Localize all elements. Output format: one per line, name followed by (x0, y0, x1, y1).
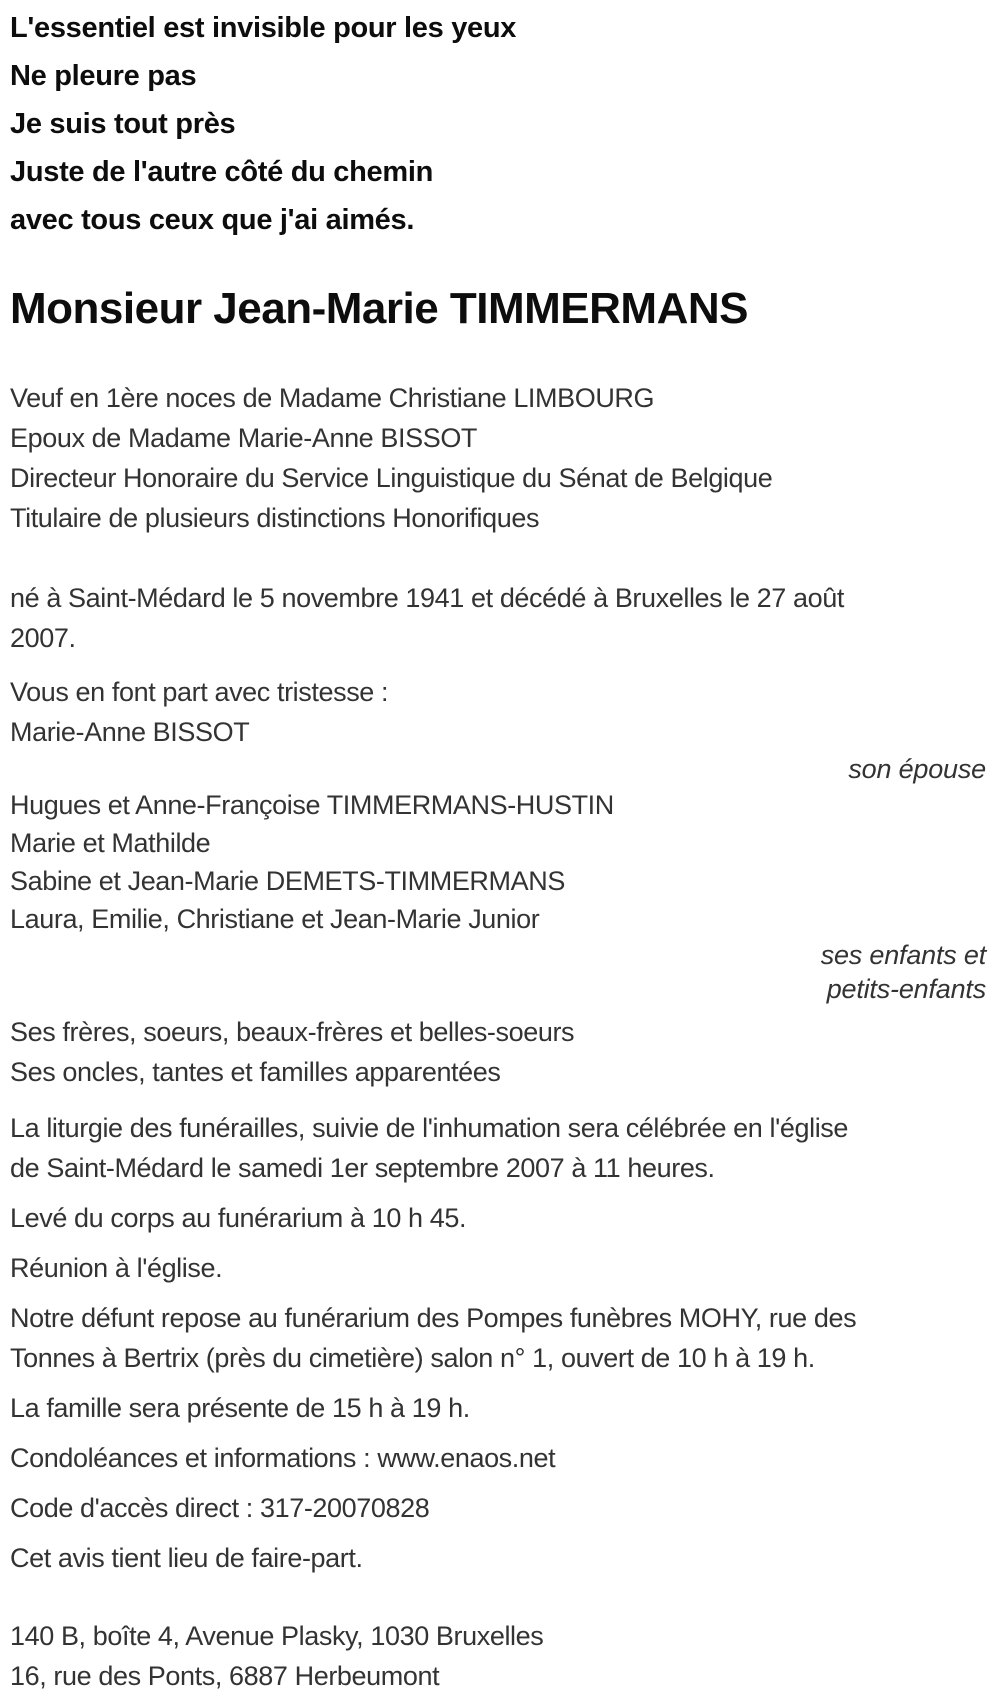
repose-line: Notre défunt repose au funérarium des Pompes funèbres MOHY, rue des (10, 1303, 857, 1333)
family-member-line: Hugues et Anne-Françoise TIMMERMANS-HUSTIN (10, 790, 614, 820)
children-list (10, 786, 988, 938)
spouse-name: Marie-Anne BISSOT (10, 717, 250, 747)
deceased-roles (10, 378, 988, 538)
epigraph-line: Ne pleure pas (10, 60, 197, 92)
family-member-line: Laura, Emilie, Christiane et Jean-Marie Junior (10, 904, 540, 934)
family-presence-line: La famille sera présente de 15 h à 19 h. (10, 1393, 470, 1423)
liturgy-line: La liturgie des funérailles, suivie de l'inhumation sera célébrée en l'église (10, 1113, 849, 1143)
condolences-line: Condoléances et informations : www.enaos.net (10, 1443, 556, 1473)
epigraph-line: Je suis tout près (10, 108, 236, 140)
address-line: 140 B, boîte 4, Avenue Plasky, 1030 Bruxelles (10, 1621, 544, 1651)
ceremony-section (10, 1108, 988, 1578)
role-line: Titulaire de plusieurs distinctions Honorifiques (10, 503, 540, 533)
other-relatives (10, 1012, 988, 1092)
epigraph-line: avec tous ceux que j'ai aimés. (10, 204, 415, 236)
deceased-name-title: Monsieur Jean-Marie TIMMERMANS (10, 284, 748, 333)
family-intro: Vous en font part avec tristesse : (10, 677, 389, 707)
family-member-line: Marie et Mathilde (10, 828, 211, 858)
life-dates (10, 578, 988, 658)
role-line: Directeur Honoraire du Service Linguistique du Sénat de Belgique (10, 463, 773, 493)
relatives-line: Ses frères, soeurs, beaux-frères et belles-soeurs (10, 1017, 575, 1047)
church-meeting-line: Réunion à l'église. (10, 1253, 223, 1283)
epigraph (10, 4, 988, 244)
repose-paragraph (10, 1298, 988, 1378)
relatives-line: Ses oncles, tantes et familles apparentées (10, 1057, 501, 1087)
life-dates-line: né à Saint-Médard le 5 novembre 1941 et décédé à Bruxelles le 27 août (10, 583, 844, 613)
life-dates-line: 2007. (10, 623, 76, 653)
family-section (10, 672, 988, 1092)
liturgy-paragraph (10, 1108, 988, 1188)
body-removal-line: Levé du corps au funérarium à 10 h 45. (10, 1203, 467, 1233)
repose-line: Tonnes à Bertrix (près du cimetière) salon n° 1, ouvert de 10 h à 19 h. (10, 1343, 815, 1373)
role-line: Epoux de Madame Marie-Anne BISSOT (10, 423, 478, 453)
epigraph-line: L'essentiel est invisible pour les yeux (10, 12, 517, 44)
children-relation-line: ses enfants et (820, 940, 986, 970)
role-line: Veuf en 1ère noces de Madame Christiane LIMBOURG (10, 383, 655, 413)
faire-part-notice-line: Cet avis tient lieu de faire-part. (10, 1543, 363, 1573)
address-line: 16, rue des Ponts, 6887 Herbeumont (10, 1661, 440, 1691)
addresses-section (10, 1616, 988, 1696)
liturgy-line: de Saint-Médard le samedi 1er septembre 2007 à 11 heures. (10, 1153, 715, 1183)
access-code-line: Code d'accès direct : 317-20070828 (10, 1493, 430, 1523)
spouse-relation: son épouse (848, 754, 986, 784)
family-member-line: Sabine et Jean-Marie DEMETS-TIMMERMANS (10, 866, 565, 896)
epigraph-line: Juste de l'autre côté du chemin (10, 156, 434, 188)
children-relation-line: petits-enfants (826, 974, 986, 1004)
